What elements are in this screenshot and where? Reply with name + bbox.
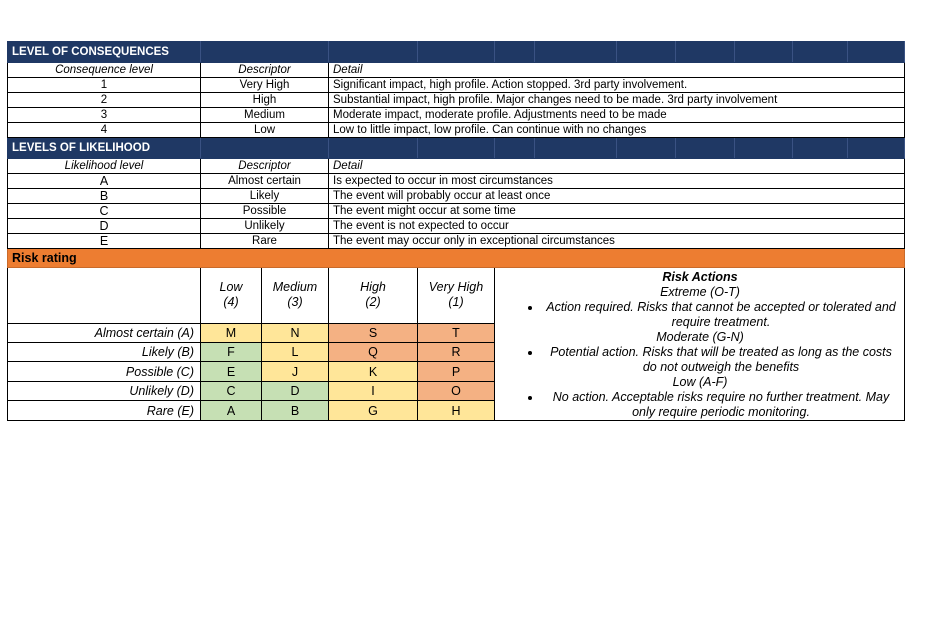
table-row: B Likely The event will probably occur at least once xyxy=(8,189,905,204)
risk-level-extreme: Extreme (O-T) xyxy=(660,285,740,299)
matrix-cell: D xyxy=(262,381,329,400)
col-header-descriptor: Descriptor xyxy=(201,159,329,174)
matrix-cell: O xyxy=(418,381,495,400)
matrix-cell: P xyxy=(418,362,495,381)
matrix-cell: Q xyxy=(329,343,418,362)
matrix-cell: A xyxy=(201,401,262,421)
matrix-col-very-high: Very High (1) xyxy=(418,268,495,324)
risk-matrix-sheet xyxy=(7,41,904,421)
risk-rating-title: Risk rating xyxy=(8,249,905,268)
table-row: 3 Medium Moderate impact, moderate profile. Adjustments need to be made xyxy=(8,108,905,123)
table-row: E Rare The event may occur only in exceptional circumstances xyxy=(8,234,905,249)
col-header-detail: Detail xyxy=(329,159,905,174)
matrix-row: Likely (B) F L Q R xyxy=(8,343,905,362)
likelihood-subheader-row xyxy=(8,159,905,174)
risk-rating-banner xyxy=(8,249,905,268)
consequences-header-row xyxy=(8,42,905,63)
matrix-row: Possible (C) E J K P xyxy=(8,362,905,381)
col-header-descriptor: Descriptor xyxy=(201,63,329,78)
consequences-subheader-row xyxy=(8,63,905,78)
matrix-cell: T xyxy=(418,323,495,342)
likelihood-header-row xyxy=(8,138,905,159)
matrix-cell: K xyxy=(329,362,418,381)
matrix-cell: G xyxy=(329,401,418,421)
matrix-cell: B xyxy=(262,401,329,421)
risk-actions-panel xyxy=(495,268,905,421)
matrix-cell: F xyxy=(201,343,262,362)
matrix-col-high: High (2) xyxy=(329,268,418,324)
matrix-row: Rare (E) A B G H xyxy=(8,401,905,421)
matrix-cell: C xyxy=(201,381,262,400)
matrix-cell: H xyxy=(418,401,495,421)
matrix-cell: R xyxy=(418,343,495,362)
table-row: D Unlikely The event is not expected to occur xyxy=(8,219,905,234)
risk-level-low: Low (A-F) xyxy=(672,375,728,389)
matrix-col-low: Low (4) xyxy=(201,268,262,324)
table-row: 1 Very High Significant impact, high profile. Action stopped. 3rd party involvement. xyxy=(8,78,905,93)
matrix-col-medium: Medium (3) xyxy=(262,268,329,324)
table-row: 2 High Substantial impact, high profile. Major changes need to be made. 3rd party involvement xyxy=(8,93,905,108)
risk-action-low: • No action. Acceptable risks require no further treatment. May only require periodic monitoring. xyxy=(542,390,900,420)
matrix-row: Unlikely (D) C D I O xyxy=(8,381,905,400)
risk-level-moderate: Moderate (G-N) xyxy=(656,330,744,344)
col-header-detail: Detail xyxy=(329,63,905,78)
table-row: A Almost certain Is expected to occur in most circumstances xyxy=(8,174,905,189)
matrix-cell: J xyxy=(262,362,329,381)
matrix-cell: M xyxy=(201,323,262,342)
col-header-likelihood-level: Likelihood level xyxy=(8,159,201,174)
matrix-cell: N xyxy=(262,323,329,342)
risk-action-extreme: • Action required. Risks that cannot be accepted or tolerated and require treatment. xyxy=(542,300,900,330)
col-header-consequence-level: Consequence level xyxy=(8,63,201,78)
matrix-row: Almost certain (A) M N S T xyxy=(8,323,905,342)
matrix-cell: S xyxy=(329,323,418,342)
risk-table xyxy=(7,41,905,421)
risk-actions-title: Risk Actions xyxy=(662,270,738,284)
likelihood-title: LEVELS OF LIKELIHOOD xyxy=(8,138,201,159)
table-row: C Possible The event might occur at some time xyxy=(8,204,905,219)
matrix-cell: I xyxy=(329,381,418,400)
matrix-cell: L xyxy=(262,343,329,362)
consequences-title: LEVEL OF CONSEQUENCES xyxy=(8,42,201,63)
matrix-cell: E xyxy=(201,362,262,381)
matrix-header-row xyxy=(8,268,905,324)
risk-action-moderate: • Potential action. Risks that will be treated as long as the costs do not outweigh the benefits xyxy=(542,345,900,375)
table-row: 4 Low Low to little impact, low profile. Can continue with no changes xyxy=(8,123,905,138)
